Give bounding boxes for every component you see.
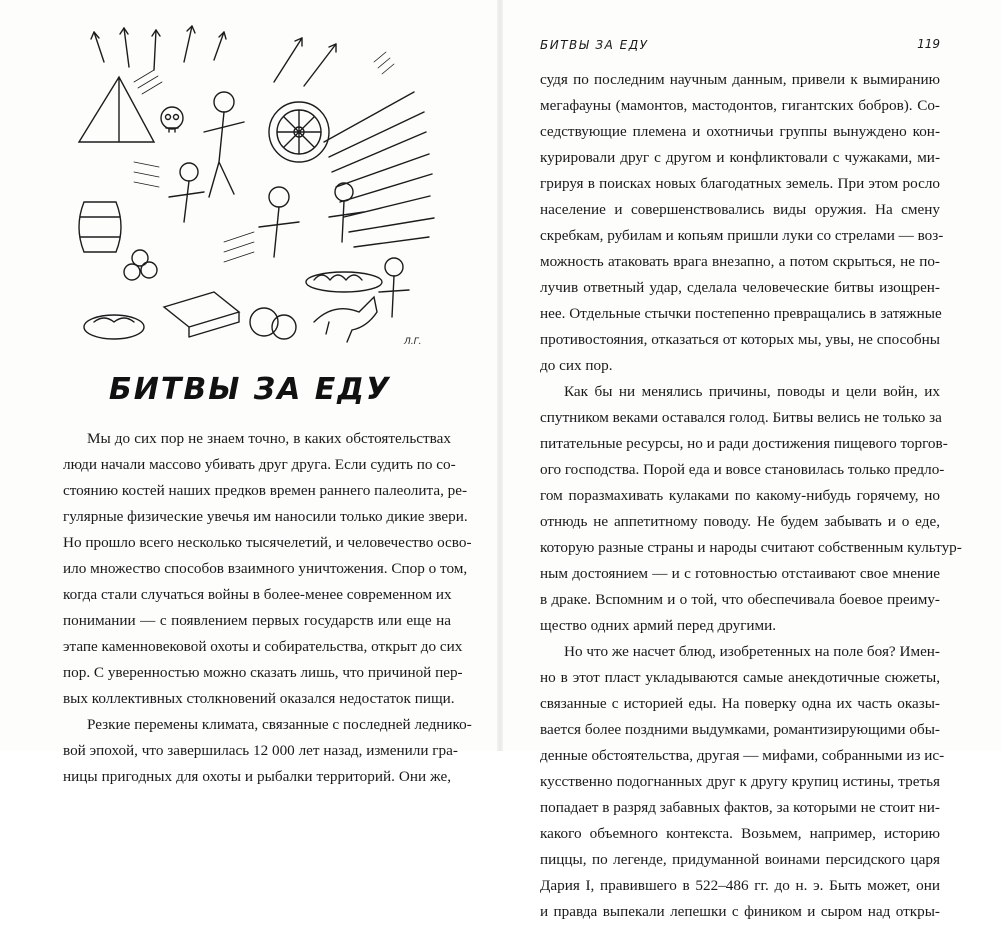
text-line: в драке. Вспомним и о той, что обеспечивала боевое преиму-	[540, 591, 940, 608]
text-line: ого господства. Порой еда и вовсе становилась только предло-	[540, 461, 945, 478]
right-page	[500, 0, 1001, 920]
text-line: пиццы, по легенде, придуманной воинами персидского царя	[540, 851, 940, 868]
running-head: БИТВЫ ЗА ЕДУ	[540, 38, 649, 52]
page-number: 119	[917, 37, 940, 51]
chapter-title: БИТВЫ ЗА ЕДУ	[108, 372, 392, 407]
text-line: кусственно подогнанных друг к другу крупиц истины, третья	[540, 773, 940, 790]
text-line: отнюдь не аппетитному поводу. Не будем забывать и о еде,	[540, 513, 940, 530]
text-line: но в этот пласт укладываются самые анекдотичные сюжеты,	[540, 669, 940, 686]
text-line: нее. Отдельные стычки постепенно превращались в затяжные	[540, 305, 942, 322]
text-line: Как бы ни менялись причины, поводы и цели войн, их	[564, 383, 940, 400]
arrows-top	[91, 26, 336, 86]
text-line: судя по последним научным данным, привели к вымиранию	[540, 71, 940, 88]
text-line: мегафауны (мамонтов, мастодонтов, гигантских бобров). Со-	[540, 97, 940, 114]
skull	[161, 107, 183, 132]
text-line: вой эпохой, что завершилась 12 000 лет назад, изменили гра-	[63, 742, 458, 759]
tent	[79, 77, 154, 142]
text-line: спутником веками оставался голод. Битвы велись не только за	[540, 409, 942, 426]
battle-food-drawing	[74, 22, 446, 352]
text-line: противостояния, отказаться от которых мы, увы, не способны	[540, 331, 940, 348]
text-line: этапе каменновековой охоты и собирательства, открыт до сих	[63, 638, 463, 655]
text-line: когда стали случаться войны в более-менее современном их	[63, 586, 452, 603]
text-line: Дария I, правившего в 522–486 гг. до н. э. Быть может, они	[540, 877, 940, 894]
text-line: Но что же насчет блюд, изобретенных на поле боя? Имен-	[564, 643, 940, 660]
text-line: гом поразмахивать кулаками по какому-нибудь горячему, но	[540, 487, 940, 504]
arrows-right	[324, 92, 434, 247]
chapter-illustration	[74, 22, 446, 352]
left-body-text	[63, 426, 472, 790]
illustration-signature: Л.Г.	[404, 337, 422, 347]
left-page	[0, 0, 500, 785]
text-line: Резкие перемены климата, связанные с последней леднико-	[87, 716, 472, 733]
text-line: скребкам, рубилам и копьям пришли луки со стрелами — воз-	[540, 227, 944, 244]
food-items	[84, 250, 382, 339]
text-line: можность атаковать врага внезапно, а потом скрыться, не по-	[540, 253, 940, 270]
text-line: Но прошло всего несколько тысячелетий, и человечество осво-	[63, 534, 472, 551]
text-line: стоянию костей наших предков времен раннего палеолита, ре-	[63, 482, 468, 499]
text-line: грируя в поисках новых благодатных земель. При этом росло	[540, 175, 940, 192]
text-line: ным достоянием — и с готовностью отстаивают свое мнение	[540, 565, 940, 582]
warrior-figures	[169, 92, 409, 317]
text-line: гулярные физические увечья им наносили только дикие звери.	[63, 508, 468, 525]
text-line: вых коллективных столкновений оказался недостаток пищи.	[63, 690, 455, 707]
text-line: вается более поздними выдумками, романтизирующими обы-	[540, 721, 940, 738]
text-line: которую разные страны и народы считают собственным культур-	[540, 539, 962, 556]
text-line: какого объемного контекста. Возьмем, например, историю	[540, 825, 940, 842]
text-line: Мы до сих пор не знаем точно, в каких обстоятельствах	[87, 430, 451, 447]
text-line: до сих пор.	[540, 357, 613, 374]
text-line: население и совершенствовались виды оружия. На смену	[540, 201, 940, 218]
text-line: денные обстоятельства, другая — мифами, собранными из ис-	[540, 747, 945, 764]
text-line: курировали друг с другом и конфликтовали с чужаками, ми-	[540, 149, 940, 166]
text-line: связанные с историей еды. На поверку одна их часть оказы-	[540, 695, 940, 712]
text-line: ницы пригодных для охоты и рыбалки территорий. Они же,	[63, 768, 451, 785]
round-shield	[269, 102, 329, 162]
text-line: попадает в разряд забавных фактов, за которыми не стоит ни-	[540, 799, 940, 816]
dog	[314, 297, 377, 342]
text-line: лучив ответный удар, сделала человеческие битвы изощрен-	[540, 279, 940, 296]
text-line: люди начали массово убивать друг друга. Если судить по со-	[63, 456, 456, 473]
text-line: пор. С уверенностью можно сказать лишь, что причиной пер-	[63, 664, 463, 681]
right-body-text	[540, 67, 962, 925]
text-line: ило множество способов взаимного уничтожения. Спор о том,	[63, 560, 468, 577]
text-line: питательные ресурсы, но и ради достижения пищевого торгов-	[540, 435, 948, 452]
text-line: понимании — с появлением первых государств или еще на	[63, 612, 451, 629]
text-line: щество одних армий перед другими.	[540, 617, 777, 634]
barrel	[79, 202, 121, 252]
text-line: седствующие племена и охотничьи группы вынуждено кон-	[540, 123, 940, 140]
text-line: и правда выпекали лепешки с фиником и сыром над откры-	[540, 903, 940, 920]
